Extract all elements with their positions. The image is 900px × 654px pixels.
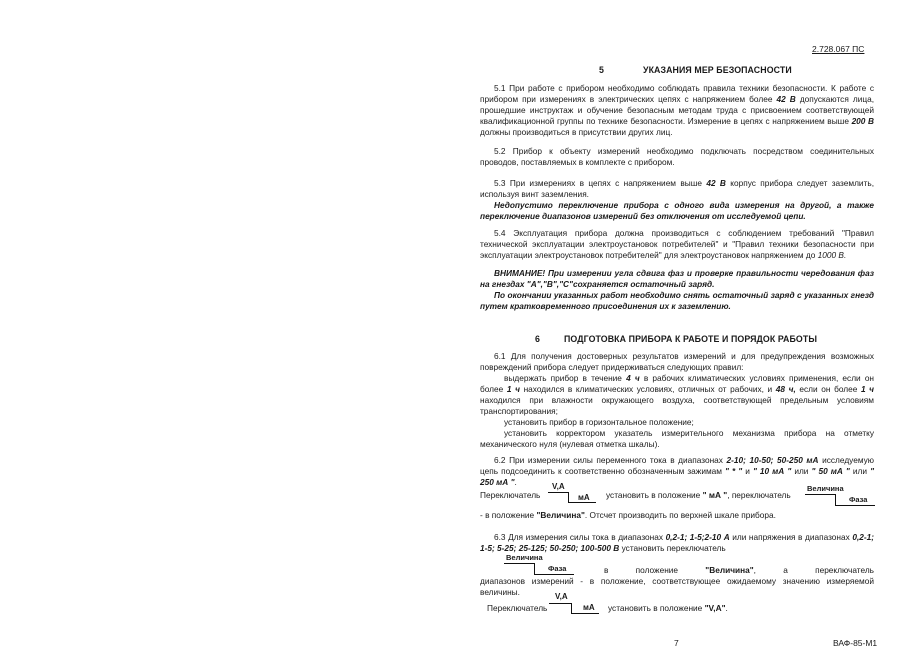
paragraph-6-1-rule-1: выдержать прибор в течение 4 ч в рабочих климатических условиях применения, если он более 1 ч находился в климатических условиях, отличных от рабочих, и 48 ч, если он более 1 ч находился при влажности окружающего воздуха, соответствующей предельным условиям транспортирования;: [480, 373, 875, 416]
paragraph-6-1-rule-2: установить прибор в горизонтальное положение;: [504, 417, 694, 427]
paragraph-5-3-warning: Недопустимо переключение прибора с одного вида измерения на другой, а также переключение диапазонов измерений без отключения от исследуемой цепи.: [480, 200, 874, 221]
section-6-title: ПОДГОТОВКА ПРИБОРА К РАБОТЕ И ПОРЯДОК РАБОТЫ: [564, 334, 818, 344]
paragraph-5-4: 5.4 Эксплуатация прибора должна производиться с соблюдением требований "Правил технической эксплуатации электроустановок потребителей" и "Правил техники безопасности при эксплуатации электроустановок потребителей" для электроустановок напряжением до 1000 В.: [480, 228, 874, 260]
range-switch-symbol-2: V,A мА: [549, 592, 601, 616]
mode-switch-symbol-2: Величина Фаза: [504, 553, 576, 577]
switch-line-1-end: - в положение "Величина". Отсчет производить по верхней шкале прибора.: [480, 510, 776, 520]
switch-line-3-text: установить в положение "V,A".: [608, 603, 728, 613]
switch-line-1: Переключатель: [480, 490, 541, 500]
document-id: 2.728.067 ПС: [812, 44, 865, 54]
mode-switch-symbol: Величина Фаза: [805, 484, 877, 508]
document-code: ВАФ-85-М1: [833, 638, 878, 648]
paragraph-6-3: 6.3 Для измерения силы тока в диапазонах 0,2-1; 1-5;2-10 А или напряжения в диапазонах 0,2-1; 1-5; 5-25; 25-125; 50-250; 100-500 В установить переключатель: [480, 532, 875, 553]
paragraph-6-1-rule-3: установить корректором указатель измерительного механизма прибора на отметку механического нуля (нулевая отметка шкалы).: [480, 428, 874, 449]
paragraph-5-2: 5.2 Прибор к объекту измерений необходимо подключать посредством соединительных проводов, поставляемых в комплекте с прибором.: [480, 146, 874, 167]
paragraph-6-2: 6.2 При измерении силы переменного тока в диапазонах 2-10; 10-50; 50-250 мА исследуемую цепь подсоединить к соответственно обозначенным зажимам " * " и " 10 мА " или " 50 мА " или " 250 мА ".: [480, 455, 875, 487]
section-6-number: 6: [535, 334, 540, 344]
attention-note-2: По окончании указанных работ необходимо снять остаточный заряд с указанных гнезд путем кратковременного присоединения их к заземлению.: [480, 290, 874, 311]
switch-line-3: Переключатель: [487, 603, 548, 613]
section-5-number: 5: [599, 65, 604, 75]
paragraph-6-3-end: диапазонов измерений - в положение, соответствующее ожидаемому значению измеряемой величины.: [480, 576, 874, 597]
paragraph-5-1: 5.1 При работе с прибором необходимо соблюдать правила техники безопасности. К работе с прибором при измерениях в электрических цепях с напряжением более 42 В допускаются лица, прошедшие инструктаж и обучение безопасным методам труда с присвоением соответствующей квалификационной группы по технике безопасности. Измерение в цепях с напряжением выше 200 В должны производиться в присутствии других лиц.: [480, 83, 875, 137]
paragraph-5-3: 5.3 При измерениях в цепях с напряжением выше 42 В корпус прибора следует заземлить, используя винт заземления.: [480, 178, 874, 199]
range-switch-symbol: V,A мА: [548, 482, 598, 504]
paragraph-6-1: 6.1 Для получения достоверных результатов измерений и для предупреждения возможных повреждений прибора следует придерживаться следующих правил:: [480, 351, 874, 372]
switch-line-1-text: установить в положение " мА ", переключатель: [606, 490, 791, 500]
section-5-title: УКАЗАНИЯ МЕР БЕЗОПАСНОСТИ: [643, 65, 792, 75]
page-number: 7: [674, 638, 679, 648]
attention-note: ВНИМАНИЕ! При измерении угла сдвига фаз и проверке правильности чередования фаз на гнездах "А","В","С"сохраняется остаточный заряд.: [480, 268, 874, 289]
switch-line-2-text: в положение "Величина", а переключатель: [604, 565, 874, 575]
